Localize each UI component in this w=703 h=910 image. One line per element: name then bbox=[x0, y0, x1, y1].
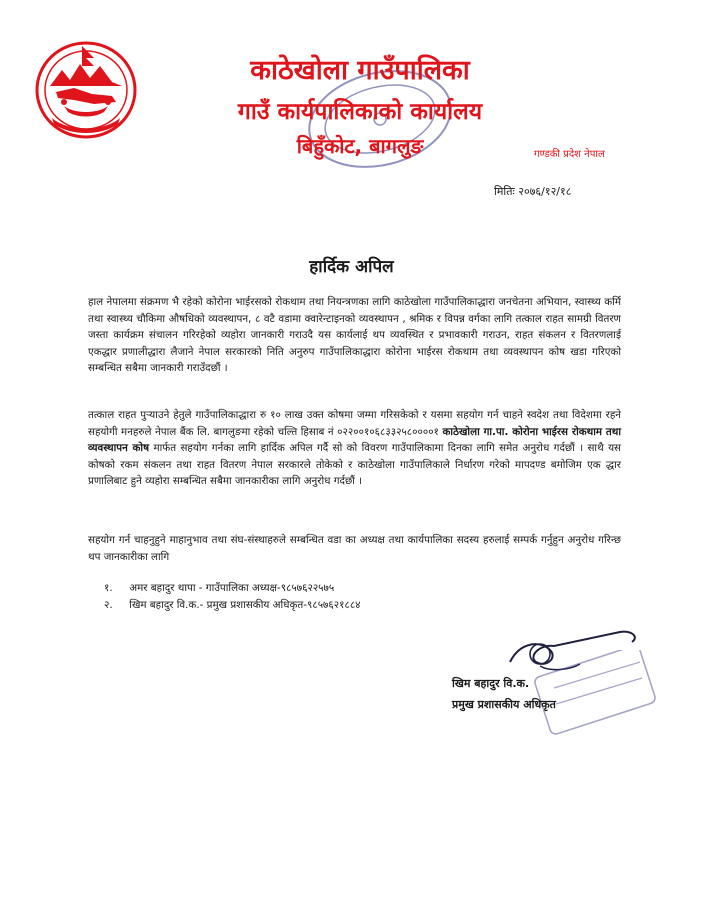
signatory-title: प्रमुख प्रशासकीय अधिकृत bbox=[452, 698, 556, 711]
signatory-name: खिम बहादुर वि.क. bbox=[452, 677, 530, 690]
nepal-government-emblem-icon bbox=[34, 40, 138, 140]
paragraph-2-text-end: मार्फत सहयोग गर्नका लागि हार्दिक अपिल गर्दै सो को विवरण गाउँपालिकामा दिनका लागि समेत अनुरोध गर्दछौं । साथै यस कोषको रकम संकलन तथा राहत वितरण नेपाल सरकारले तोकेको र काठेखोला गाउँपालिकाले निर्धारण गरेको मापदण्ड बमोजिम एक द्धार प्रणालिबाट हुने व्यहोरा सम्बन्धित सबैमा जानकारीका लागि अनुरोध गर्दछौं । bbox=[88, 442, 621, 488]
office-name: गाउँ कार्यपालिकाको कार्यालय bbox=[237, 99, 483, 125]
org-name: काठेखोला गाउँपालिका bbox=[250, 55, 470, 86]
list-item-text: खिम बहादुर वि.क.- प्रमुख प्रशासकीय अधिकृत-९८५७६२१८८४ bbox=[129, 599, 361, 611]
list-item bbox=[104, 597, 361, 614]
list-item-text: अमर बहादुर थापा - गाउँपालिका अध्यक्ष-९८५७६२२५७५ bbox=[129, 582, 335, 594]
letter-title: हार्दिक अपिल bbox=[309, 257, 394, 277]
paragraph-1: हाल नेपालमा संक्रमण भै रहेको कोरोना भाईरसको रोकथाम तथा नियन्त्रणका लागि काठेखोला गाउँपालिकाद्धारा जनचेतना अभियान, स्वास्थ्य कर्मि तथा स्वास्थ्य चौकिमा औषधिको व्यवस्थापन, ८ वटै वडामा क्वारेन्टाइनको व्यवस्थापन , श्रमिक र विपन्न वर्गका लागि तत्काल राहत सामग्री वितरण जस्ता कार्यक्रम संचालन गरिरहेको व्यहोरा जानकारी गराउदै यस कार्यलाई थप व्यवस्थित र प्रभावकारी गराउन, राहत संकलन र वितरणलाई एकद्धार प्रणालीद्धारा लैजाने नेपाल सरकारको निति अनुरुप गाउँपालिकाद्धारा कोरोना भाईरस रोकथाम तथा व्यवस्थापन कोष खडा गरिएको सम्बन्धित सबैमा जानकारी गराउँदछौं । bbox=[88, 296, 621, 375]
list-item bbox=[104, 580, 361, 597]
province-label: गण्डकी प्रदेश नेपाल bbox=[534, 149, 605, 160]
list-item-number: २. bbox=[104, 599, 113, 611]
fund-name: काठेखोला गा.पा. कोरोना भाईरस रोकथाम तथा व्यवस्थापन कोष bbox=[88, 425, 621, 455]
paragraph-2 bbox=[88, 407, 621, 490]
list-item-number: १. bbox=[104, 582, 113, 594]
officer-stamp-icon bbox=[530, 650, 660, 740]
letter-date: मितिः २०७६/१२/१८ bbox=[494, 185, 572, 198]
paragraph-2-text-start: तत्काल राहत पुऱ्याउने हेतुले गाउँपालिकाद्धारा रु १० लाख उक्त कोषमा जम्मा गरिसकेको र यसमा सहयोग गर्न चाहने स्वदेश तथा विदेशमा रहने सहयोगी मनहरुले नेपाल बैंक लि. बागलुङमा रहेको चल्ति हिसाब नं ०२२००१०६८३३२५८००००१ bbox=[88, 409, 621, 438]
contact-list bbox=[104, 580, 361, 614]
paragraph-3: सहयोग गर्न चाहनुहुने माहानुभाव तथा संघ-संस्थाहरुले सम्बन्धित वडा का अध्यक्ष तथा कार्यपालिका सदस्य हरुलाई सम्पर्क गर्नुहुन अनुरोध गरिन्छ थप जानकारीका लागि bbox=[88, 534, 621, 563]
office-location: बिहुँकोट, बागलुङ bbox=[296, 134, 424, 158]
